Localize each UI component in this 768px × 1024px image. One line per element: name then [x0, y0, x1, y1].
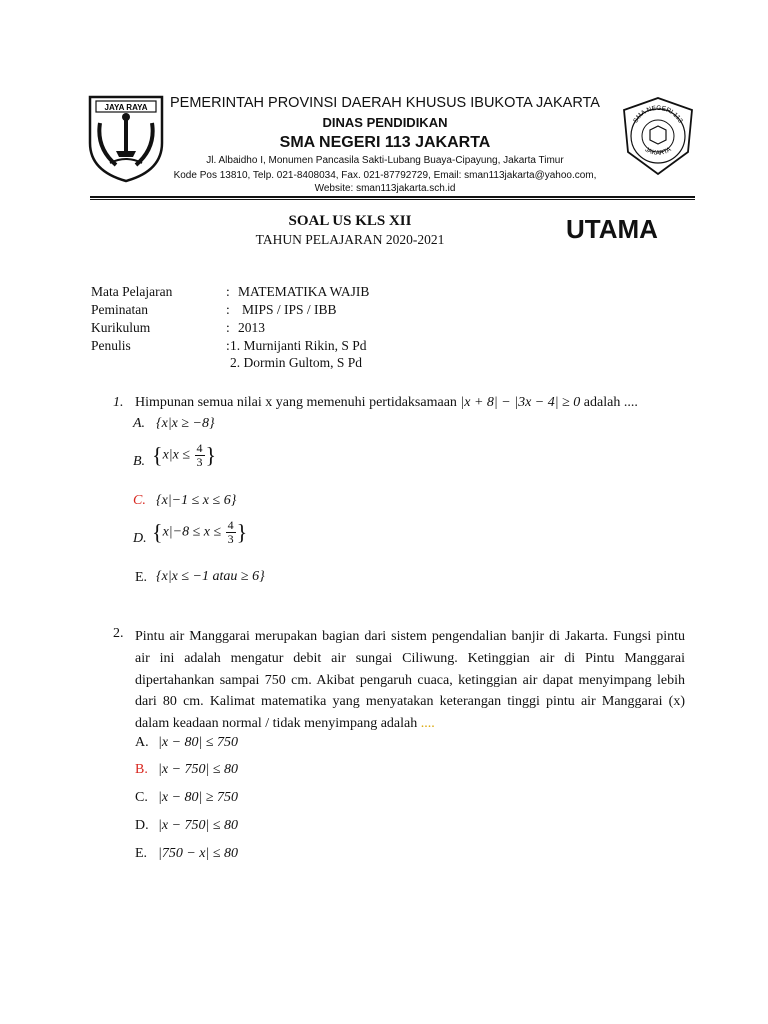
q2-number: 2. — [113, 626, 124, 641]
q1-option-b-text: x|x ≤ — [162, 447, 191, 463]
emblem-text-bottom: JAKARTA — [643, 146, 673, 157]
colon-separator: : — [226, 302, 230, 317]
track-value: MIPS / IPS / IBB — [242, 302, 337, 317]
q1-option-b-fraction: $\frac{4}{3}$ — [196, 441, 203, 469]
q2-option-c: |x − 80| ≥ 750 — [158, 790, 239, 805]
q1-number: 1. — [113, 395, 124, 410]
utama-badge: UTAMA — [566, 214, 658, 244]
q2-text: Pintu air Manggarai merupakan bagian dari sistem pengendalian banjir di Jakarta. Fungsi pintu air ini adalah mengatur debit air sungai Ciliwung. Ketinggian air di Pintu Manggarai dipertahankan sampai 750 cm. Akibat pengaruh cuaca, ketinggian air dapat menyimpang lebih dari 80 cm. Kalimat matematika yang menyatakan keterangan tinggi pintu air Manggarai (x) dalam keadaan normal / tidak menyimpang adalah — [135, 629, 685, 732]
q1-option-a-letter: A. — [133, 416, 146, 431]
header-contact: Kode Pos 13810, Telp. 021-8408034, Fax. 021-87792729, Email: sman113jakarta@yahoo.com, — [173, 170, 597, 181]
q1-option-b-letter: B. — [133, 454, 146, 469]
q1-stem — [135, 395, 638, 411]
header-government: PEMERINTAH PROVINSI DAERAH KHUSUS IBUKOTA JAKARTA — [170, 95, 600, 111]
q2-ellipsis: .... — [420, 716, 435, 732]
q1-option-b: {x|x ≤ $\frac{4}{3}$ } — [152, 441, 217, 469]
q2-option-b-letter: B. — [135, 762, 148, 777]
q1-option-d-letter: D. — [133, 531, 147, 546]
emblem-text-top: SMA NEGERI 113 — [632, 104, 684, 125]
header-website: Website: sman113jakarta.sch.id — [314, 183, 456, 194]
subject-value: MATEMATIKA WAJIB — [238, 284, 370, 299]
school-emblem-logo — [620, 96, 696, 176]
colon-separator: : — [226, 338, 230, 353]
q1-text: Himpunan semua nilai x yang memenuhi pertidaksamaan — [135, 395, 457, 410]
q2-stem — [135, 626, 685, 735]
author-2: 2. Dormin Gultom, S Pd — [230, 355, 363, 370]
q2-option-e-letter: E. — [135, 846, 148, 861]
header-school-name: SMA NEGERI 113 JAKARTA — [279, 134, 491, 151]
q2-option-a: |x − 80| ≤ 750 — [158, 735, 239, 750]
colon-separator: : — [226, 284, 230, 299]
q1-option-d-fraction: $\frac{4}{3}$ — [227, 518, 234, 546]
colon-separator: : — [226, 320, 230, 335]
q2-option-a-letter: A. — [135, 735, 149, 750]
subject-label: Mata Pelajaran — [91, 284, 173, 299]
q1-option-c-letter: C. — [133, 493, 146, 508]
header-department: DINAS PENDIDIKAN — [322, 115, 448, 130]
q1-option-e: {x|x ≤ −1 atau ≥ 6} — [156, 569, 265, 584]
exam-title: SOAL US KLS XII — [288, 213, 412, 229]
curriculum-label: Kurikulum — [91, 320, 151, 335]
crest-motto: JAYA RAYA — [104, 103, 148, 112]
track-label: Peminatan — [91, 302, 148, 317]
q2-option-e: |750 − x| ≤ 80 — [158, 846, 239, 861]
q1-expression: |x + 8| − |3x − 4| ≥ 0 — [460, 395, 581, 410]
exam-year: TAHUN PELAJARAN 2020-2021 — [255, 232, 445, 247]
q1-option-e-letter: E. — [135, 570, 148, 585]
author-1: 1. Murnijanti Rikin, S Pd — [230, 338, 367, 353]
q1-option-d-text: x|−8 ≤ x ≤ — [162, 524, 222, 540]
q2-option-b: |x − 750| ≤ 80 — [158, 762, 239, 777]
q1-option-d: {x|−8 ≤ x ≤ $\frac{4}{3}$ } — [152, 518, 248, 546]
q1-option-c: {x|−1 ≤ x ≤ 6} — [156, 493, 237, 508]
header-divider-thin — [90, 199, 695, 200]
header-divider-thick — [90, 196, 695, 198]
q2-option-d: |x − 750| ≤ 80 — [158, 818, 239, 833]
q1-option-a: {x|x ≥ −8} — [156, 416, 215, 431]
q2-option-c-letter: C. — [135, 790, 148, 805]
curriculum-value: 2013 — [238, 320, 265, 335]
q2-option-d-letter: D. — [135, 818, 149, 833]
header-address: Jl. Albaidho I, Monumen Pancasila Sakti-Lubang Buaya-Cipayung, Jakarta Timur — [206, 155, 564, 166]
q1-tail: adalah .... — [583, 395, 638, 410]
author-label: Penulis — [91, 338, 131, 353]
